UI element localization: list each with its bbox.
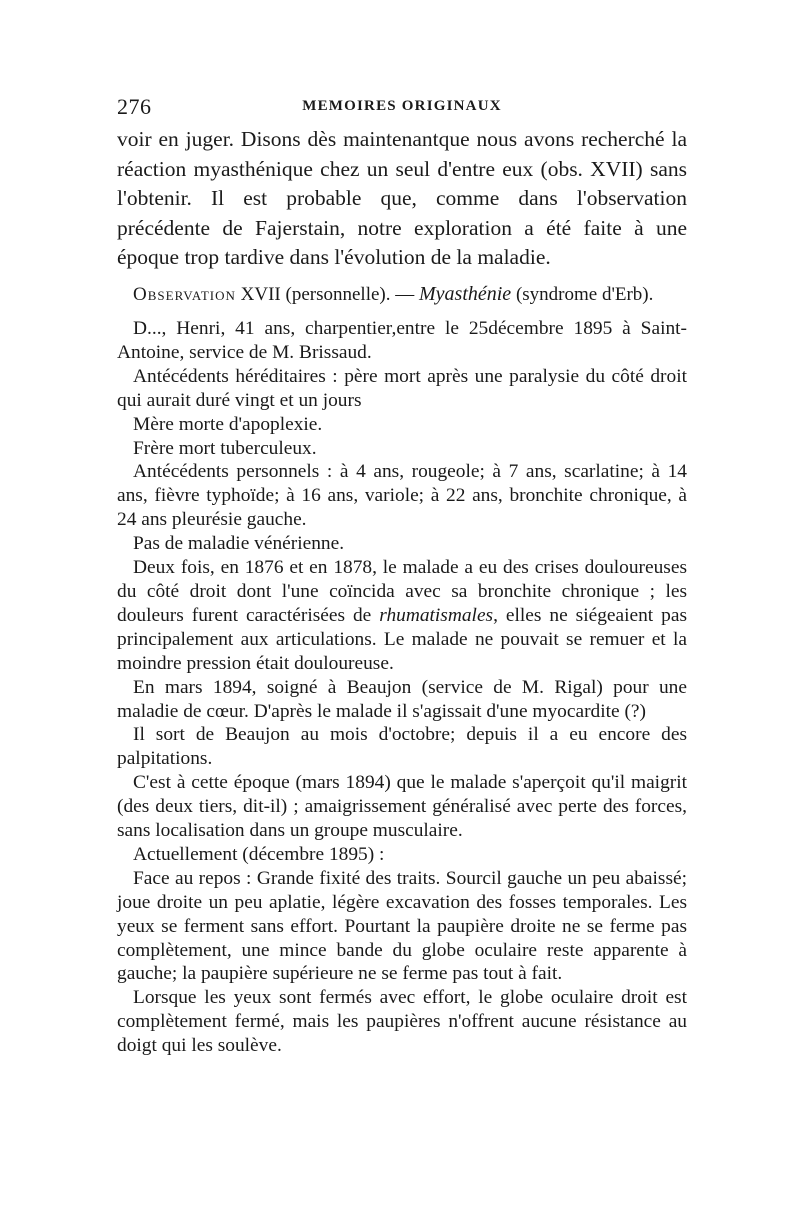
paragraph-weight-loss: C'est à cette époque (mars 1894) que le malade s'aperçoit qu'il maigrit (des deux tiers, dit-il) ; amaigrissement généralisé avec perte des forces, sans localisation dans un groupe musculaire. [117, 772, 687, 842]
observation-label: Observation [133, 284, 236, 305]
page-header [117, 94, 687, 120]
page-number: 276 [117, 94, 152, 119]
paragraph-mother: Mère morte d'apoplexie. [133, 413, 323, 435]
crises-italic: rhumatismales [379, 604, 494, 626]
paragraph-current: Actuellement (décembre 1895) : [133, 843, 385, 865]
paragraph-eyes: Lorsque les yeux sont fermés avec effort, le globe oculaire droit est complètement fermé, mais les paupières n'offrent aucune résistance au doigt qui les soulève. [117, 987, 687, 1057]
paragraph-venereal: Pas de maladie vénérienne. [133, 533, 345, 555]
observation-diagnosis: Myasthénie [419, 283, 512, 305]
paragraph-palpitations: Il sort de Beaujon au mois d'octobre; depuis il a eu encore des palpitations. [117, 724, 687, 770]
paragraph-beaujon: En mars 1894, soigné à Beaujon (service de M. Rigal) pour une maladie de cœur. D'après le malade il s'agissait d'une myocardite (?) [117, 676, 687, 722]
intro-paragraph: voir en juger. Disons dès maintenantque nous avons recherché la réaction myasthénique chez un seul d'entre eux (obs. XVII) sans l'obtenir. Il est probable que, comme dans l'observation précédente de Fajerstain, notre exploration a été faite à une époque trop tardive dans l'évolution de la maladie. [117, 127, 687, 269]
observation-body [117, 317, 687, 1058]
intro-text [117, 125, 687, 273]
paragraph-face: Face au repos : Grande fixité des traits. Sourcil gauche un peu abaissé; joue droite un peu aplatie, légère excavation des fosses temporales. Les yeux se ferment sans effort. Pourtant la paupière droite ne se ferme pas complètement, une mince bande du globe oculaire reste apparente à gauche; la paupière supérieure ne se ferme pas tout à fait. [117, 867, 687, 985]
paragraph-personal-history: Antécédents personnels : à 4 ans, rougeole; à 7 ans, scarlatine; à 14 ans, fièvre typhoïde; à 16 ans, variole; à 22 ans, bronchite chronique, à 24 ans pleurésie gauche. [117, 461, 687, 531]
paragraph-patient: D..., Henri, 41 ans, charpentier,entre le 25décembre 1895 à Saint-Antoine, service de M. Brissaud. [117, 318, 687, 363]
running-head: MEMOIRES ORIGINAUX [302, 98, 502, 114]
paragraph-hereditary: Antécédents héréditaires : père mort après une paralysie du côté droit qui aurait duré vingt et un jours [117, 365, 687, 411]
crises-text-b: , elles ne siégeaient pas principalement aux articulations. Le malade ne pouvait se remuer et la moindre pression était douloureuse. [117, 604, 687, 674]
paragraph-brother: Frère mort tuberculeux. [133, 437, 317, 459]
observation-number: XVII (personnelle). — [240, 284, 415, 305]
observation-subtitle: (syndrome d'Erb). [515, 284, 654, 305]
paragraph-painful-crises [117, 556, 687, 676]
crises-text-a: Deux fois, en 1876 et en 1878, le malade a eu des crises douloureuses du côté droit dont l'une coïncida avec sa bronchite chronique ; les douleurs furent caractérisées de [117, 557, 687, 626]
observation-heading [133, 281, 693, 308]
